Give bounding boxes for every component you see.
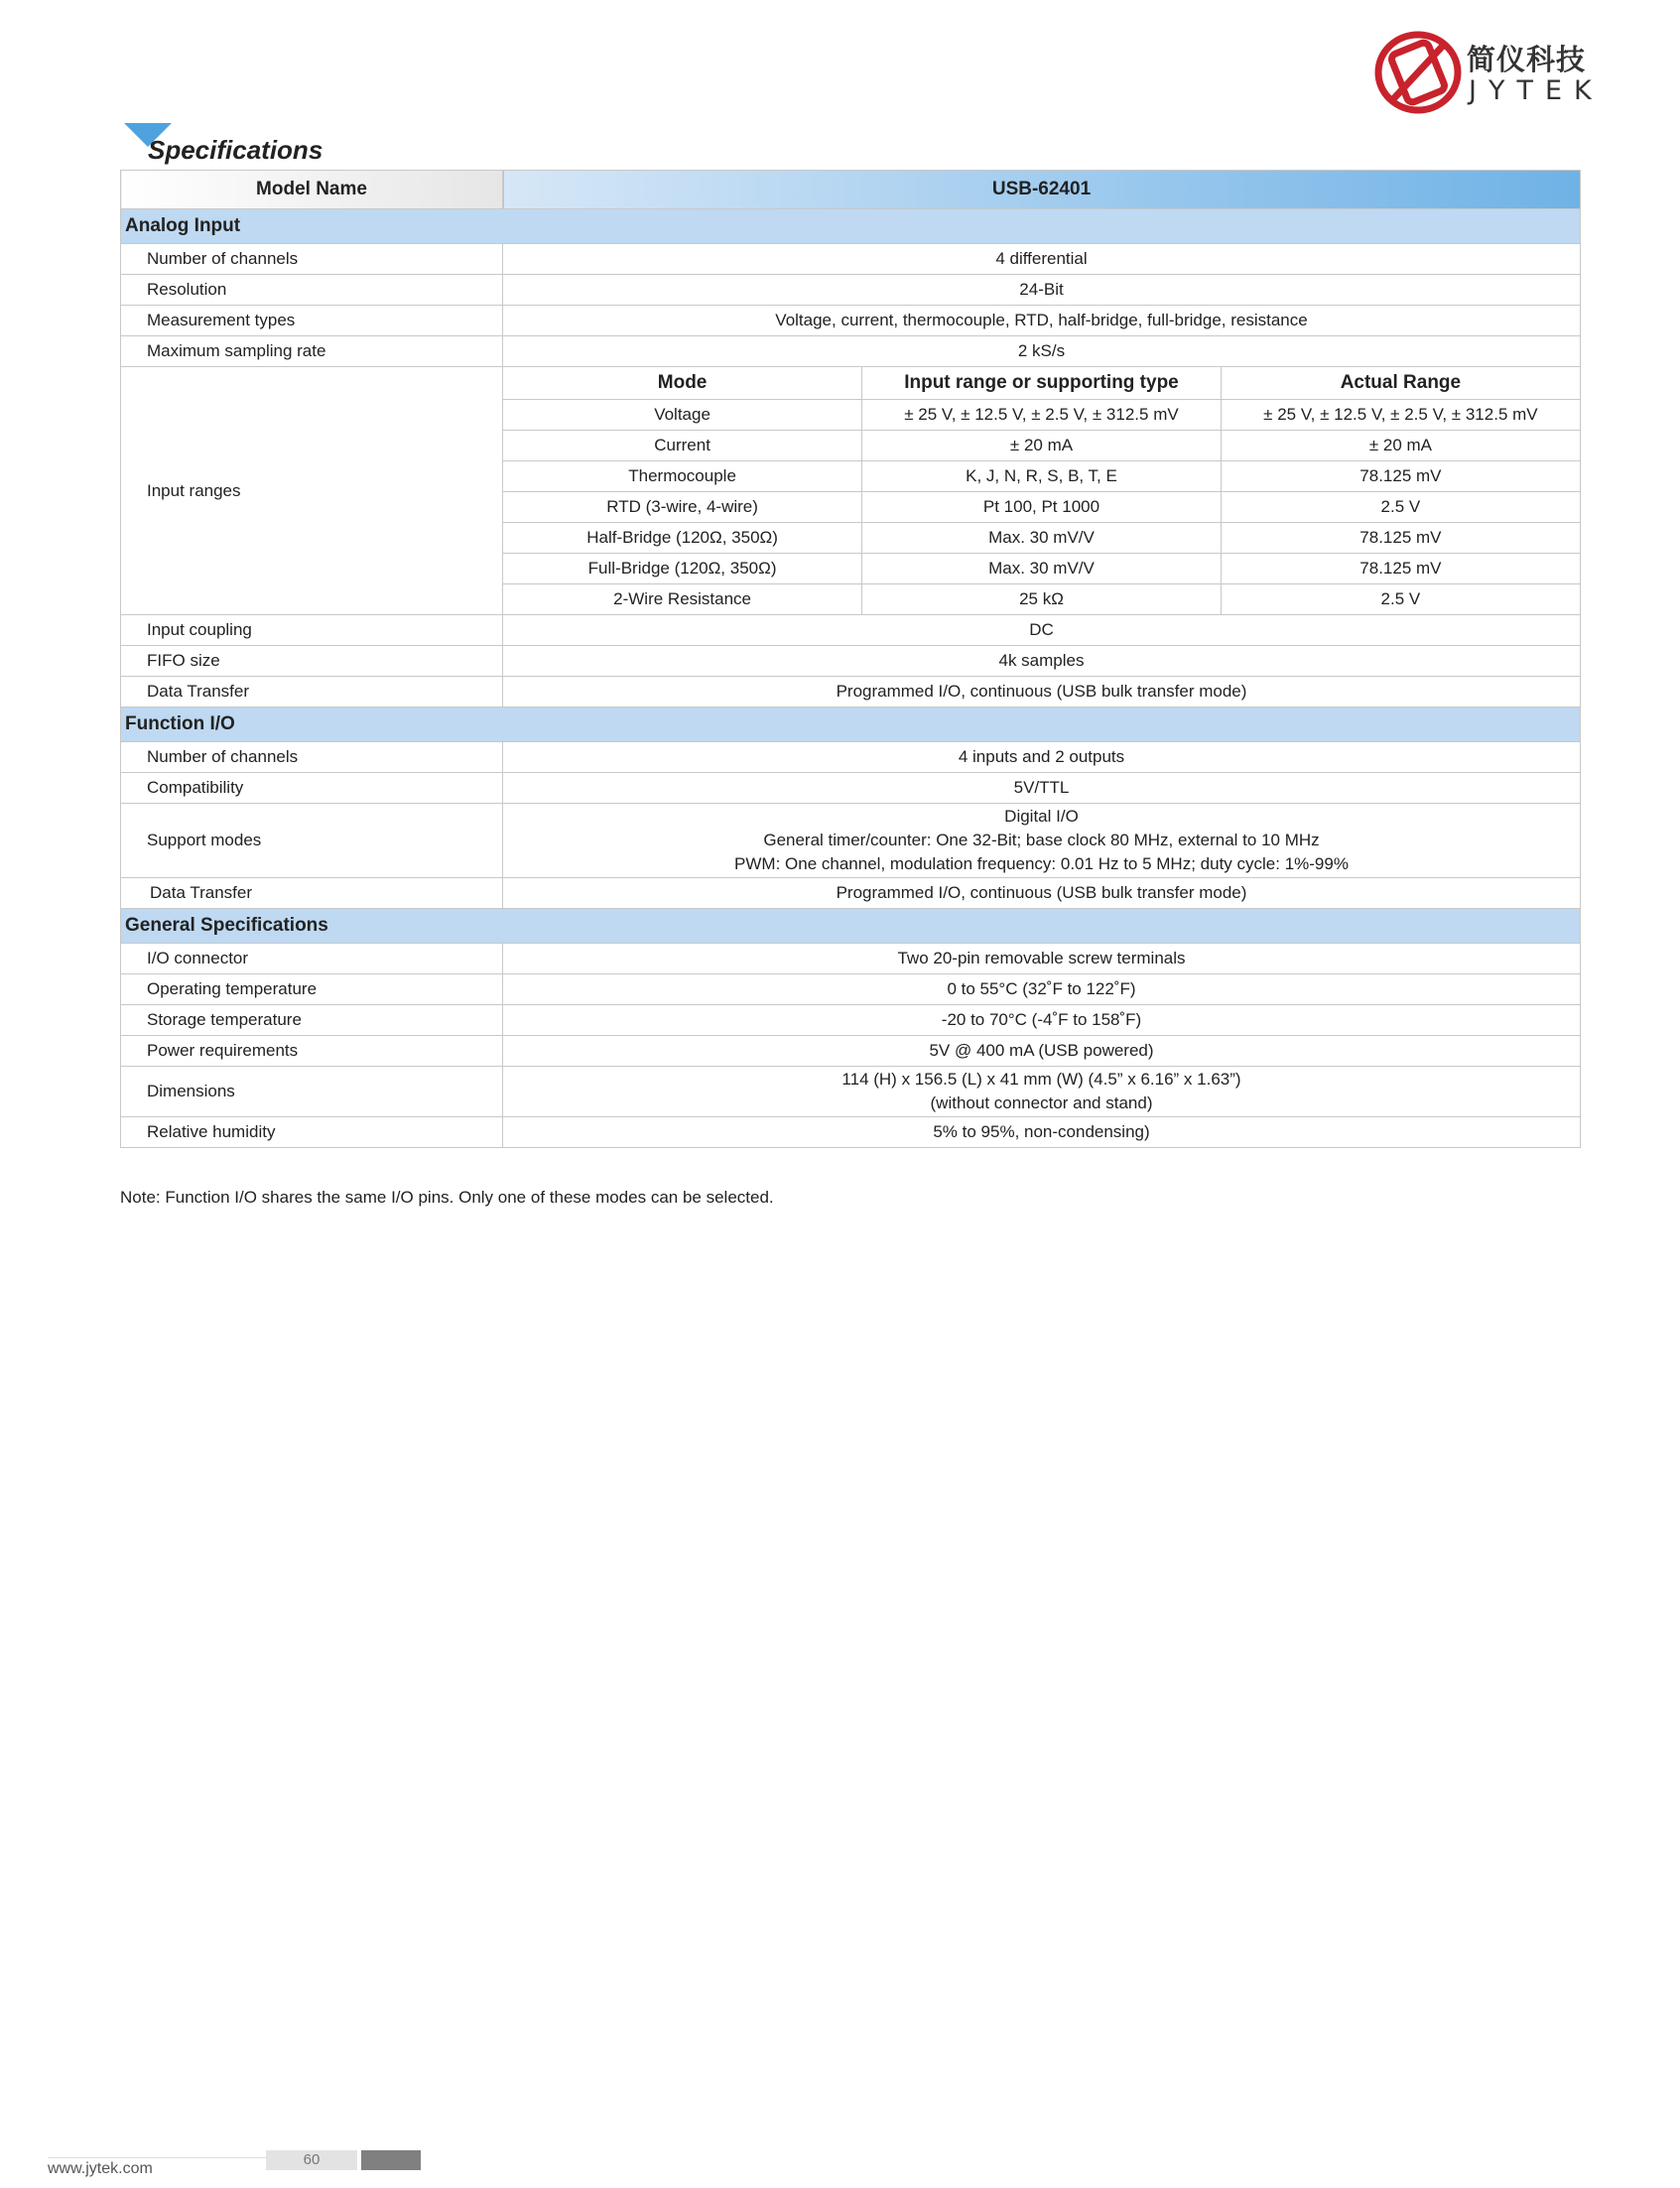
row-value: 4k samples xyxy=(503,646,1581,677)
subtable-cell: ± 20 mA xyxy=(1221,431,1580,461)
value-line: General timer/counter: One 32-Bit; base clock 80 MHz, external to 10 MHz xyxy=(763,831,1320,849)
input-ranges-row xyxy=(121,367,1581,615)
row-value: 4 inputs and 2 outputs xyxy=(503,742,1581,773)
subtable-row xyxy=(503,461,1580,492)
table-row xyxy=(121,1036,1581,1067)
row-value: Programmed I/O, continuous (USB bulk transfer mode) xyxy=(503,878,1581,909)
row-value: Voltage, current, thermocouple, RTD, half-bridge, full-bridge, resistance xyxy=(503,306,1581,336)
subtable-header-row xyxy=(503,367,1580,400)
subtable-cell: Half-Bridge (120Ω, 350Ω) xyxy=(503,523,862,554)
input-ranges-label: Input ranges xyxy=(121,367,503,615)
row-value: 24-Bit xyxy=(503,275,1581,306)
subtable-column-header: Mode xyxy=(503,367,862,400)
subtable-row xyxy=(503,492,1580,523)
row-label: Compatibility xyxy=(121,773,503,804)
value-line: Digital I/O xyxy=(1004,807,1079,826)
subtable-cell: ± 25 V, ± 12.5 V, ± 2.5 V, ± 312.5 mV xyxy=(862,400,1222,431)
subtable-cell: Current xyxy=(503,431,862,461)
table-row xyxy=(121,336,1581,367)
subtable-column-header: Input range or supporting type xyxy=(862,367,1222,400)
table-row xyxy=(121,742,1581,773)
subtable-cell: 78.125 mV xyxy=(1221,554,1580,584)
row-value: DC xyxy=(503,615,1581,646)
row-label: Power requirements xyxy=(121,1036,503,1067)
row-value: 2 kS/s xyxy=(503,336,1581,367)
table-row xyxy=(121,1005,1581,1036)
section-title-function-io: Function I/O xyxy=(121,708,1581,742)
row-value: 4 differential xyxy=(503,244,1581,275)
subtable-cell: 78.125 mV xyxy=(1221,523,1580,554)
footnote: Note: Function I/O shares the same I/O pins. Only one of these modes can be selected. xyxy=(120,1188,774,1207)
footer-divider xyxy=(48,2157,266,2158)
subtable-cell: ± 25 V, ± 12.5 V, ± 2.5 V, ± 312.5 mV xyxy=(1221,400,1580,431)
subtable-cell: Thermocouple xyxy=(503,461,862,492)
row-value: 0 to 55°C (32˚F to 122˚F) xyxy=(503,974,1581,1005)
row-label: Resolution xyxy=(121,275,503,306)
table-row xyxy=(121,878,1581,909)
row-label: I/O connector xyxy=(121,944,503,974)
subtable-cell: Pt 100, Pt 1000 xyxy=(862,492,1222,523)
row-label: Support modes xyxy=(121,804,503,878)
row-value: Two 20-pin removable screw terminals xyxy=(503,944,1581,974)
subtable-column-header: Actual Range xyxy=(1221,367,1580,400)
table-row xyxy=(121,773,1581,804)
support-modes-value xyxy=(503,804,1581,878)
row-label: Storage temperature xyxy=(121,1005,503,1036)
table-row xyxy=(121,615,1581,646)
table-row xyxy=(121,646,1581,677)
subtable-cell: 2-Wire Resistance xyxy=(503,584,862,615)
jytek-emblem-icon xyxy=(1372,28,1464,117)
row-label: Relative humidity xyxy=(121,1117,503,1148)
subtable-cell: K, J, N, R, S, B, T, E xyxy=(862,461,1222,492)
row-value: 5V/TTL xyxy=(503,773,1581,804)
row-value: Programmed I/O, continuous (USB bulk transfer mode) xyxy=(503,677,1581,708)
input-ranges-subtable xyxy=(503,367,1580,614)
table-row xyxy=(121,974,1581,1005)
subtable-cell: 78.125 mV xyxy=(1221,461,1580,492)
row-label: FIFO size xyxy=(121,646,503,677)
spec-table xyxy=(120,170,1581,1148)
footer-url: www.jytek.com xyxy=(48,2160,153,2177)
section-title: Specifications xyxy=(148,135,323,165)
jytek-logo xyxy=(1372,28,1604,117)
value-line: (without connector and stand) xyxy=(930,1094,1153,1112)
row-value: -20 to 70°C (-4˚F to 158˚F) xyxy=(503,1005,1581,1036)
row-label: Dimensions xyxy=(121,1067,503,1117)
page-number: 60 xyxy=(266,2150,357,2170)
section-title-analog-input: Analog Input xyxy=(121,209,1581,244)
section-row-general xyxy=(121,909,1581,944)
dimensions-value xyxy=(503,1067,1581,1117)
subtable-cell: 2.5 V xyxy=(1221,492,1580,523)
value-line: 114 (H) x 156.5 (L) x 41 mm (W) (4.5” x 6.16” x 1.63”) xyxy=(841,1070,1241,1089)
row-value: 5% to 95%, non-condensing) xyxy=(503,1117,1581,1148)
subtable-cell: Max. 30 mV/V xyxy=(862,523,1222,554)
row-label: Maximum sampling rate xyxy=(121,336,503,367)
subtable-cell: Full-Bridge (120Ω, 350Ω) xyxy=(503,554,862,584)
subtable-row xyxy=(503,584,1580,615)
row-label: Number of channels xyxy=(121,244,503,275)
row-label: Data Transfer xyxy=(121,677,503,708)
row-label: Operating temperature xyxy=(121,974,503,1005)
subtable-cell: 2.5 V xyxy=(1380,589,1421,608)
table-row xyxy=(121,306,1581,336)
subtable-cell: 25 kΩ xyxy=(862,584,1222,615)
row-value: 5V @ 400 mA (USB powered) xyxy=(503,1036,1581,1067)
row-label: Number of channels xyxy=(121,742,503,773)
value-line: PWM: One channel, modulation frequency: 0.01 Hz to 5 MHz; duty cycle: 1%-99% xyxy=(734,854,1349,873)
input-ranges-cell xyxy=(503,367,1581,615)
section-row-function-io xyxy=(121,708,1581,742)
subtable-cell: ± 20 mA xyxy=(862,431,1222,461)
subtable-row xyxy=(503,523,1580,554)
table-row xyxy=(121,804,1581,878)
table-row xyxy=(121,1067,1581,1117)
table-header-row xyxy=(121,171,1581,209)
subtable-cell: Max. 30 mV/V xyxy=(862,554,1222,584)
logo-english-name: JYTEK xyxy=(1469,75,1604,106)
subtable-row xyxy=(503,554,1580,584)
footer-bar xyxy=(361,2150,421,2170)
table-row xyxy=(121,275,1581,306)
table-row xyxy=(121,1117,1581,1148)
subtable-row xyxy=(503,431,1580,461)
logo-chinese-name: 简仪科技 xyxy=(1467,43,1587,76)
row-label: Data Transfer xyxy=(121,878,503,909)
model-name-header: Model Name xyxy=(121,171,503,209)
row-label: Input coupling xyxy=(121,615,503,646)
section-row-analog-input xyxy=(121,209,1581,244)
model-value-header: USB-62401 xyxy=(503,171,1581,209)
row-label: Measurement types xyxy=(121,306,503,336)
table-row xyxy=(121,944,1581,974)
subtable-row xyxy=(503,400,1580,431)
table-row xyxy=(121,677,1581,708)
section-title-general: General Specifications xyxy=(121,909,1581,944)
table-row xyxy=(121,244,1581,275)
subtable-cell: RTD (3-wire, 4-wire) xyxy=(503,492,862,523)
subtable-cell: Voltage xyxy=(503,400,862,431)
